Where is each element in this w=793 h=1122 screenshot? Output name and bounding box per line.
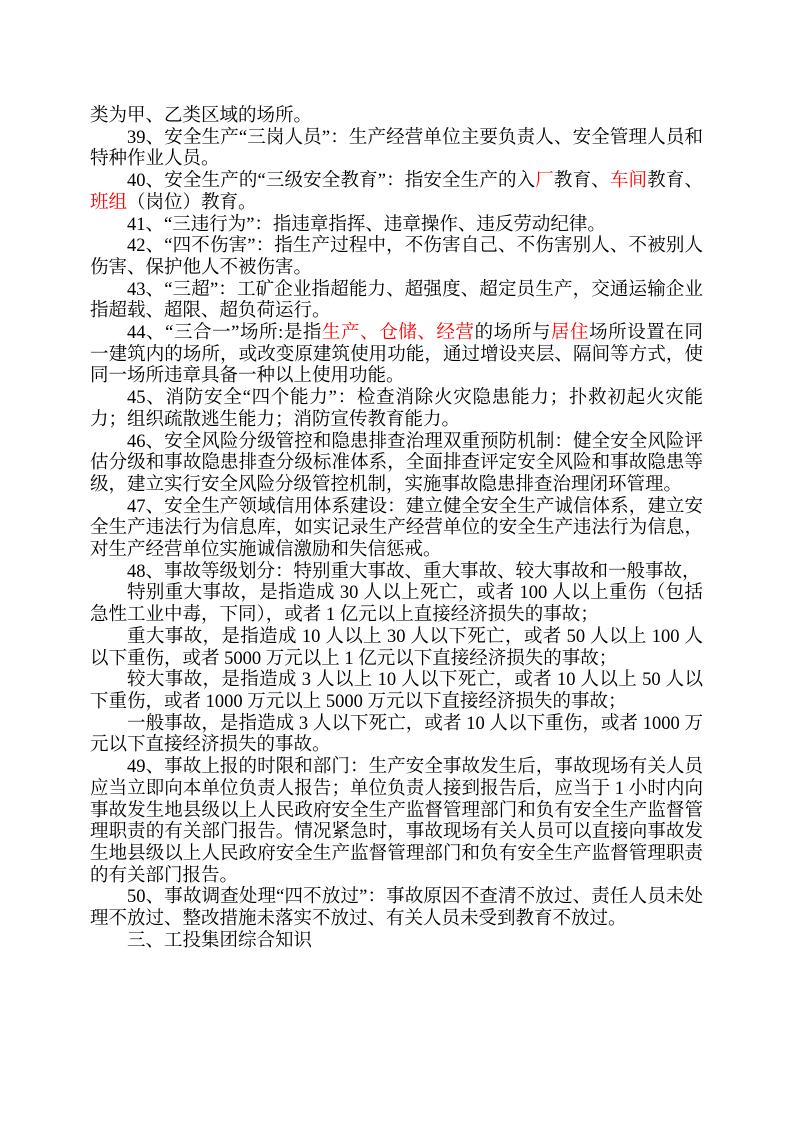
paragraph (90, 714, 703, 757)
paragraph (90, 497, 703, 562)
text-run: 46、安全风险分级管控和隐患排查治理双重预防机制：健全安全风险评估分级和事故隐患排查分级标准体系，全面排查评定安全风险和事故隐患等级，建立实行安全风险分级管控机制，实施事故隐患排查治理闭环管理。 (90, 431, 703, 495)
text-run: 41、“三违行为”：指违章指挥、违章操作、违反劳动纪律。 (127, 214, 606, 235)
paragraph (90, 562, 703, 584)
paragraph (90, 236, 703, 279)
highlighted-text-run: 班组 (90, 192, 128, 213)
paragraph (90, 128, 703, 171)
text-run: 43、“三超”：工矿企业指超能力、超强度、超定员生产，交通运输企业指超载、超限、超负荷运行。 (90, 279, 703, 322)
paragraph (90, 583, 703, 626)
text-run: 一般事故，是指造成 3 人以下死亡，或者 10 人以下重伤，或者 1000 万元以下直接经济损失的事故。 (90, 713, 703, 756)
text-run: 较大事故，是指造成 3 人以上 10 人以下死亡，或者 10 人以上 50 人以下重伤，或者 1000 万元以上 5000 万元以下直接经济损失的事故； (90, 670, 703, 712)
text-run: 42、“四不伤害”：指生产过程中，不伤害自己、不伤害别人、不被别人伤害、保护他人不被伤害。 (90, 236, 703, 278)
text-run: 48、事故等级划分：特别重大事故、重大事故、较大事故和一般事故， (127, 561, 701, 582)
paragraph (90, 887, 703, 930)
text-run: 的场所与 (474, 323, 551, 344)
paragraph (90, 757, 703, 887)
document-body (90, 106, 703, 952)
text-run: 39、安全生产“三岗人员”：生产经营单位主要负责人、安全管理人员和特种作业人员。 (90, 127, 703, 170)
highlighted-text-run: 车间 (609, 171, 648, 192)
text-run: 44、“三合一”场所:是指 (127, 323, 322, 344)
paragraph (90, 215, 703, 237)
highlighted-text-run: 厂 (535, 171, 554, 192)
paragraph (90, 627, 703, 670)
text-run: 40、安全生产的“三级安全教育”：指安全生产的入 (127, 171, 536, 192)
text-run: 三、工投集团综合知识 (127, 930, 313, 951)
text-run: 类为甲、乙类区域的场所。 (90, 106, 313, 126)
paragraph (90, 171, 703, 214)
text-run: 教育、 (553, 171, 610, 192)
paragraph (90, 432, 703, 497)
paragraph (90, 280, 703, 323)
text-run: 45、消防安全“四个能力”：检查消除火灾隐患能力；扑救初起火灾能力；组织疏散逃生能力；消防宣传教育能力。 (90, 388, 703, 430)
paragraph (90, 931, 703, 953)
text-run: 教育、 (647, 171, 703, 192)
text-run: 49、事故上报的时限和部门：生产安全事故发生后，事故现场有关人员应当立即向本单位负责人报告；单位负责人接到报告后，应当于 1 小时内向事故发生地县级以上人民政府安全生产监督管理部门和负有安全生产监督管理职责的有关部门报告。情况紧急时，事故现场有关人员可以直接向事故发生地县级以上人民政府安全生产监督管理部门和负有安全生产监督管理职责的有关部门报告。 (90, 757, 703, 886)
paragraph (90, 670, 703, 713)
paragraph (90, 106, 703, 128)
text-run: 重大事故，是指造成 10 人以上 30 人以下死亡，或者 50 人以上 100 人以下重伤，或者 5000 万元以上 1 亿元以下直接经济损失的事故； (90, 626, 703, 669)
highlighted-text-run: 居住 (550, 323, 590, 344)
text-run: 47、安全生产领域信用体系建设：建立健全安全生产诚信体系，建立安全生产违法行为信息库，如实记录生产经营单位的安全生产违法行为信息，对生产经营单位实施诚信激励和失信惩戒。 (90, 496, 703, 561)
text-run: 特别重大事故，是指造成 30 人以上死亡，或者 100 人以上重伤（包括急性工业中毒，下同），或者 1 亿元以上直接经济损失的事故； (90, 583, 703, 626)
highlighted-text-run: 生产、仓储、经营 (321, 323, 475, 344)
paragraph (90, 388, 703, 431)
text-run: （岗位）教育。 (127, 192, 257, 213)
text-run: 50、事故调查处理“四不放过”：事故原因不查清不放过、责任人员未处理不放过、整改措施未落实不放过、有关人员未受到教育不放过。 (90, 887, 703, 930)
text-run: 场所设置在同一建筑内的场所，或改变原建筑使用功能，通过增设夹层、隔间等方式，使同一场所违章具备一种以上使用功能。 (90, 323, 703, 387)
paragraph (90, 323, 703, 388)
